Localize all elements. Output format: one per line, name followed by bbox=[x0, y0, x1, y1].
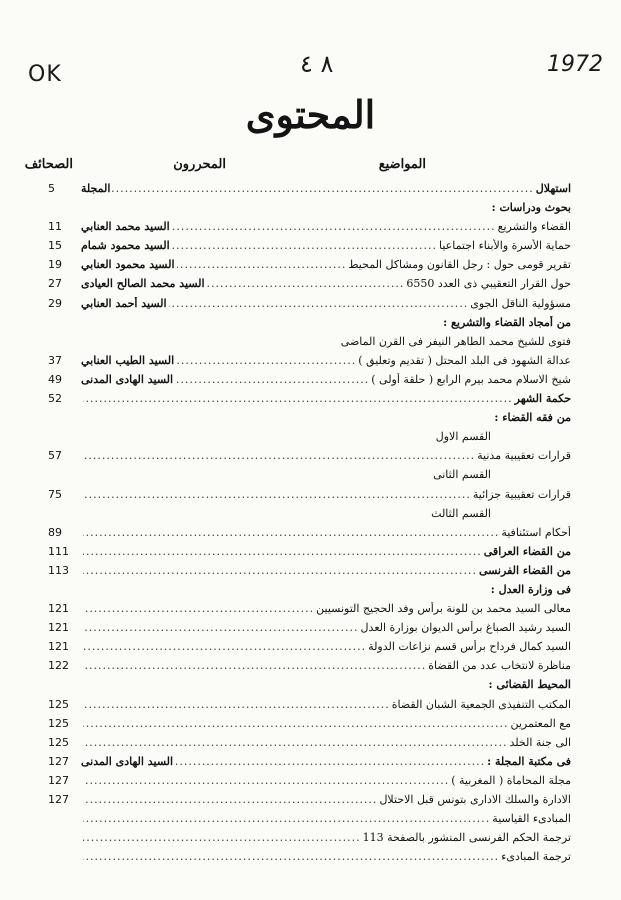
toc-section-row bbox=[0, 411, 621, 430]
toc-row bbox=[0, 774, 621, 793]
toc-row bbox=[0, 812, 621, 831]
toc-entry-title: فى مكتبة المجلة : bbox=[487, 754, 571, 768]
toc-line bbox=[81, 430, 491, 443]
toc-entry-page: 125 bbox=[48, 735, 69, 749]
toc-row bbox=[0, 488, 621, 507]
toc-leader-dots bbox=[83, 812, 490, 825]
toc-entry-page: 49 bbox=[48, 372, 62, 386]
toc-section-row bbox=[0, 678, 621, 697]
toc-entry-page: 89 bbox=[48, 525, 62, 539]
toc-entry-page: 19 bbox=[48, 258, 62, 272]
handwritten-ok-note: OK bbox=[28, 62, 62, 87]
toc-row bbox=[0, 297, 621, 316]
toc-line bbox=[81, 678, 571, 691]
toc-entry-page: 15 bbox=[48, 239, 62, 253]
toc-row bbox=[0, 239, 621, 258]
toc-entry-author: السيد الهادى المدنى bbox=[81, 754, 174, 768]
toc-line bbox=[81, 373, 571, 386]
toc-line bbox=[81, 182, 571, 195]
toc-entry-page: 125 bbox=[48, 697, 69, 711]
toc-leader-dots bbox=[169, 297, 469, 310]
toc-row bbox=[0, 449, 621, 468]
toc-leader-dots bbox=[83, 736, 507, 749]
toc-entry-page: 57 bbox=[48, 449, 62, 463]
toc-leader-dots bbox=[83, 488, 471, 501]
toc-entry-title: من فقه القضاء : bbox=[494, 411, 571, 425]
toc-entry-title: ترجمة الحكم الفرنسى المنشور بالصفحة 113 bbox=[362, 831, 571, 845]
toc-line bbox=[81, 526, 571, 539]
toc-line bbox=[81, 602, 571, 615]
toc-line bbox=[81, 659, 571, 672]
toc-entry-title: مع المعتمرين bbox=[510, 716, 571, 730]
toc-row bbox=[0, 220, 621, 239]
toc-leader-dots bbox=[83, 449, 475, 462]
toc-entry-page: 5 bbox=[48, 182, 55, 195]
toc-entry-title: حكمة الشهر bbox=[514, 392, 571, 406]
toc-entry-title: قرارات تعقيبية مدنية bbox=[477, 449, 571, 463]
toc-entry-title: القسم الثانى bbox=[433, 468, 491, 482]
toc-row bbox=[0, 354, 621, 373]
toc-entry-title: تقرير قومى حول : رجل القانون ومشاكل المحيط bbox=[348, 258, 571, 272]
toc-line bbox=[81, 354, 571, 367]
toc-entry-title: معالى السيد محمد بن للونة برأس وفد الحجيج التونسيين bbox=[316, 602, 571, 616]
toc-entry-page: 125 bbox=[48, 716, 69, 730]
toc-entry-author: السيد أحمد العنابي bbox=[81, 296, 167, 310]
toc-entry-title: السيد رشيد الصباغ برأس الديوان بوزارة العدل bbox=[360, 621, 571, 635]
toc-row bbox=[0, 621, 621, 640]
toc-entry-title: من القضاء العراقى bbox=[483, 544, 571, 558]
toc-leader-dots bbox=[177, 258, 347, 271]
toc-line bbox=[81, 564, 571, 577]
toc-row bbox=[0, 698, 621, 717]
toc-entry-title: قرارات تعقيبية جزائية bbox=[472, 487, 571, 501]
toc-line bbox=[81, 812, 571, 825]
toc-line bbox=[81, 583, 571, 596]
toc-entry-title: عدالة الشهود فى البلد المحتل ( تقديم وتعليق ) bbox=[358, 353, 571, 367]
toc-entry-title: ترجمة المبادىء bbox=[501, 850, 571, 864]
toc-leader-dots bbox=[207, 277, 405, 290]
toc-row bbox=[0, 335, 621, 354]
toc-leader-dots bbox=[83, 717, 509, 730]
toc-entry-title: شيخ الاسلام محمد بيرم الرابع ( حلقة أولى ) bbox=[371, 372, 571, 386]
toc-line bbox=[81, 449, 571, 462]
toc-section-row bbox=[0, 182, 621, 201]
header-editors: المحررون bbox=[173, 157, 226, 172]
toc-row bbox=[0, 602, 621, 621]
toc-line bbox=[81, 736, 571, 749]
toc-section-row bbox=[0, 755, 621, 774]
toc-leader-dots bbox=[175, 373, 369, 386]
toc-leader-dots bbox=[172, 239, 437, 252]
toc-leader-dots bbox=[83, 564, 477, 577]
toc-entry-author: السيد محمد الصالح العيادى bbox=[81, 277, 205, 291]
toc-leader-dots bbox=[83, 698, 390, 711]
toc-entry-title: القسم الثالث bbox=[431, 506, 491, 520]
toc-leader-dots bbox=[83, 602, 314, 615]
toc-entry-title: أحكام استئنافية bbox=[501, 525, 571, 539]
toc-entry-page: 27 bbox=[48, 277, 62, 291]
toc-entry-title: من القضاء الفرنسى bbox=[478, 563, 571, 577]
toc-section-row bbox=[0, 316, 621, 335]
column-headers bbox=[0, 157, 621, 179]
toc-line bbox=[81, 698, 571, 711]
toc-entry-author: السيد محمد العنابي bbox=[81, 220, 170, 234]
toc-section-row bbox=[0, 392, 621, 411]
toc-line bbox=[81, 755, 571, 768]
toc-entry-title: بحوث ودراسات : bbox=[491, 201, 571, 215]
toc-entry-title: استهلال bbox=[535, 182, 571, 195]
toc-leader-dots bbox=[83, 545, 482, 558]
toc-entry-title: فتوى للشيخ محمد الطاهر النيفر فى القرن الماضى bbox=[340, 334, 571, 348]
toc-entry-title: المحيط القضائى : bbox=[488, 678, 571, 692]
toc-section-row bbox=[0, 545, 621, 564]
toc-row bbox=[0, 468, 621, 487]
toc-leader-dots bbox=[83, 850, 499, 863]
toc-row bbox=[0, 526, 621, 545]
toc-section-row bbox=[0, 201, 621, 220]
toc-entry-page: 11 bbox=[48, 220, 62, 234]
toc-entry-title: حول القرار التعقيبي ذى العدد 6550 bbox=[406, 277, 571, 291]
toc-entry-title: المكتب التنفيذى الجمعية الشبان القضاة bbox=[391, 697, 571, 711]
toc-line bbox=[81, 316, 571, 329]
toc-entry-author: السيد الهادى المدنى bbox=[81, 372, 174, 386]
toc-row bbox=[0, 373, 621, 392]
toc-line bbox=[81, 468, 491, 481]
toc-line bbox=[81, 488, 571, 501]
toc-entry-page: 75 bbox=[48, 487, 62, 501]
toc-row bbox=[0, 717, 621, 736]
toc-leader-dots bbox=[83, 640, 366, 653]
toc-line bbox=[81, 411, 571, 424]
toc-line bbox=[81, 277, 571, 290]
toc-line bbox=[81, 220, 571, 233]
toc-row bbox=[0, 736, 621, 755]
toc-leader-dots bbox=[172, 220, 496, 233]
toc-row bbox=[0, 831, 621, 850]
toc-row bbox=[0, 277, 621, 296]
toc-entry-page: 127 bbox=[48, 793, 69, 806]
toc-entry-title: الى جنة الخلد bbox=[509, 735, 571, 749]
toc-leader-dots bbox=[83, 621, 359, 634]
toc-line bbox=[81, 507, 491, 520]
toc-entry-author: السيد محمود شمام bbox=[81, 239, 170, 253]
toc-line bbox=[81, 850, 571, 863]
toc-section-row bbox=[0, 564, 621, 583]
toc-row bbox=[0, 659, 621, 678]
toc-leader-dots bbox=[112, 182, 533, 195]
toc-line bbox=[81, 239, 571, 252]
toc-line bbox=[81, 621, 571, 634]
toc-line bbox=[81, 201, 571, 214]
toc-leader-dots bbox=[176, 354, 356, 367]
toc-line bbox=[81, 297, 571, 310]
toc-entry-page: 127 bbox=[48, 754, 69, 768]
toc-entry-title: القضاء والتشريع bbox=[497, 220, 571, 234]
toc-entry-title: الادارة والسلك الادارى بتونس قبل الاحتلال bbox=[379, 793, 571, 806]
handwritten-number-note: ٨ ٤ bbox=[300, 50, 334, 78]
toc-line bbox=[81, 335, 571, 348]
toc-leader-dots bbox=[83, 659, 426, 672]
toc-entry-title: القسم الاول bbox=[435, 430, 491, 444]
toc-line bbox=[81, 831, 571, 844]
toc-line bbox=[81, 774, 571, 787]
toc-entry-page: 37 bbox=[48, 353, 62, 367]
toc-entry-page: 52 bbox=[48, 392, 62, 406]
toc-entry-page: 29 bbox=[48, 296, 62, 310]
toc-section-row bbox=[0, 583, 621, 602]
toc-line bbox=[81, 258, 571, 271]
toc-entry-page: 121 bbox=[48, 602, 69, 616]
header-pages: الصحائف bbox=[24, 157, 73, 172]
toc-leader-dots bbox=[83, 793, 377, 806]
toc-line bbox=[81, 640, 571, 653]
toc-entry-page: 111 bbox=[48, 544, 69, 558]
toc-entry-author: المجلة bbox=[81, 182, 111, 195]
toc-row bbox=[0, 507, 621, 526]
table-of-contents bbox=[0, 182, 621, 869]
toc-line bbox=[81, 392, 571, 405]
page-title: المحتوى bbox=[245, 92, 376, 137]
toc-row bbox=[0, 793, 621, 812]
toc-entry-title: من أمجاد القضاء والتشريع : bbox=[443, 315, 571, 329]
toc-entry-title: السيد كمال فرداح برأس قسم نزاعات الدولة bbox=[368, 640, 571, 654]
toc-leader-dots bbox=[83, 774, 449, 787]
toc-entry-title: المبادىء القياسية bbox=[492, 812, 571, 826]
toc-entry-page: 121 bbox=[48, 621, 69, 635]
toc-entry-title: حماية الأسرة والأبناء اجتماعيا bbox=[438, 239, 571, 253]
toc-line bbox=[81, 717, 571, 730]
toc-leader-dots bbox=[83, 831, 361, 844]
toc-entry-title: مسؤولية الناقل الجوى bbox=[470, 296, 571, 310]
toc-entry-title: مناظرة لانتخاب عدد من القضاة bbox=[428, 659, 571, 673]
toc-leader-dots bbox=[83, 392, 513, 405]
toc-entry-page: 127 bbox=[48, 773, 69, 787]
toc-entry-author: السيد محمود العنابي bbox=[81, 258, 175, 272]
toc-leader-dots bbox=[175, 755, 485, 768]
toc-row bbox=[0, 850, 621, 869]
toc-entry-page: 122 bbox=[48, 659, 69, 673]
toc-entry-page: 113 bbox=[48, 563, 69, 577]
toc-entry-title: مجلة المحاماة ( المغربية ) bbox=[451, 773, 571, 787]
toc-row bbox=[0, 258, 621, 277]
toc-line bbox=[81, 793, 571, 806]
toc-row bbox=[0, 430, 621, 449]
toc-line bbox=[81, 545, 571, 558]
toc-entry-page: 121 bbox=[48, 640, 69, 654]
toc-row bbox=[0, 640, 621, 659]
handwritten-year-note: 1972 bbox=[547, 52, 603, 77]
toc-entry-author: السيد الطيب العنابي bbox=[81, 353, 175, 367]
toc-leader-dots bbox=[83, 526, 499, 539]
toc-entry-title: فى وزارة العدل : bbox=[490, 582, 571, 596]
header-topics: المواضيع bbox=[378, 157, 426, 172]
